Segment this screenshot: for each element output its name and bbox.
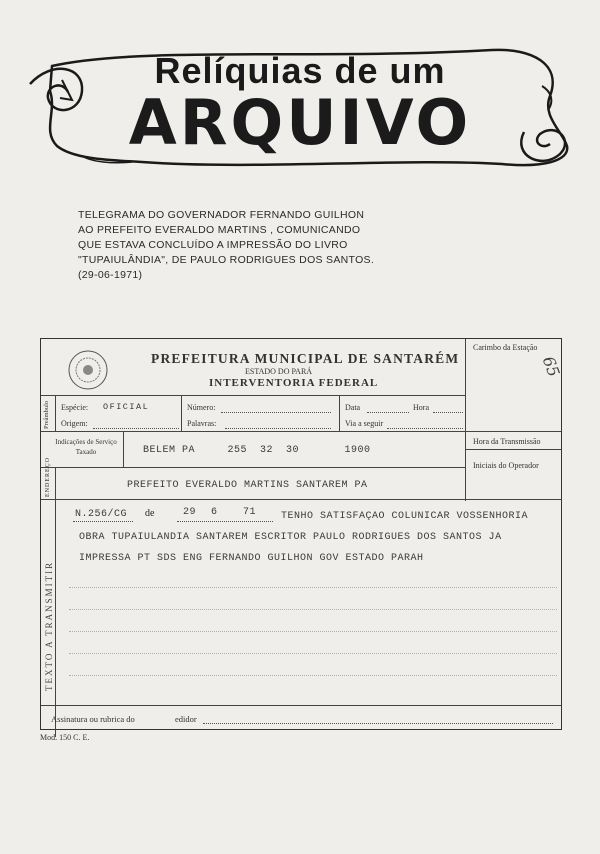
data-label: Data: [345, 403, 361, 412]
title-reliquias: Relíquias de um: [154, 50, 446, 91]
date-month: 6: [211, 507, 218, 518]
handwritten-note: 65: [538, 353, 564, 380]
model-label: Mod. 150 C. E.: [40, 733, 90, 742]
org-sub: INTERVENTORIA FEDERAL: [209, 377, 379, 389]
ref-number: N.256/CG: [75, 509, 128, 520]
hora-transmissao-label: Hora da Transmissão: [473, 437, 541, 446]
text-line-3: IMPRESSA PT SDS ENG FERNANDO GUILHON GOV ESTADO PARAH: [79, 553, 424, 564]
signature-label: Assinatura ou rubrica do: [51, 714, 135, 724]
expedidor-label: edidor: [175, 714, 197, 724]
carimbo-label: Carimbo da Estação: [473, 343, 538, 352]
side-label-texto: TEXTO A TRANSMITIR: [44, 560, 54, 691]
hora-label: Hora: [413, 403, 429, 412]
text-line-2: OBRA TUPAIULANDIA SANTAREM ESCRITOR PAULO RODRIGUES DOS SANTOS JA: [79, 532, 502, 543]
especie-label: Espécie:: [61, 403, 89, 412]
title-arquivo: ARQUIVO: [128, 86, 472, 159]
side-label-preambulo: Preâmbulo: [43, 400, 50, 429]
coat-of-arms-icon: [67, 349, 109, 391]
palavras-label: Palavras:: [187, 419, 217, 428]
indicacoes-label: Indicações de Serviço Taxado: [55, 438, 117, 456]
telegram-form: [40, 338, 562, 730]
date-day: 29: [183, 507, 197, 518]
de-word: de: [145, 508, 155, 519]
numero-label: Número:: [187, 403, 216, 412]
caption-text: TELEGRAMA DO GOVERNADOR FERNANDO GUILHON AO PREFEITO EVERALDO MARTINS , COMUNICANDO QUE ESTAVA CONCLUÍDO A IMPRESSÃO DO LIVRO "TUPAIULÂNDIA", DE PAULO RODRIGUES DOS SANTOS. (29-06-1971): [78, 209, 375, 281]
address-line: PREFEITO EVERALDO MARTINS SANTAREM PA: [127, 480, 368, 491]
date-year: 71: [243, 507, 257, 518]
side-label-endereco: ENDEREÇO: [45, 457, 51, 497]
via-label: Via a seguir: [345, 419, 384, 428]
origem-label: Origem:: [61, 419, 88, 428]
indicacoes-typed: BELEM PA 255 32 30 1900: [143, 445, 371, 456]
org-state: ESTADO DO PARÁ: [245, 367, 313, 376]
org-name: PREFEITURA MUNICIPAL DE SANTARÉM: [151, 351, 460, 366]
text-line-1: TENHO SATISFAÇAO COLUNICAR VOSSENHORIA: [281, 511, 529, 522]
especie-value: OFICIAL: [103, 402, 150, 412]
iniciais-label: Iniciais do Operador: [473, 461, 539, 470]
